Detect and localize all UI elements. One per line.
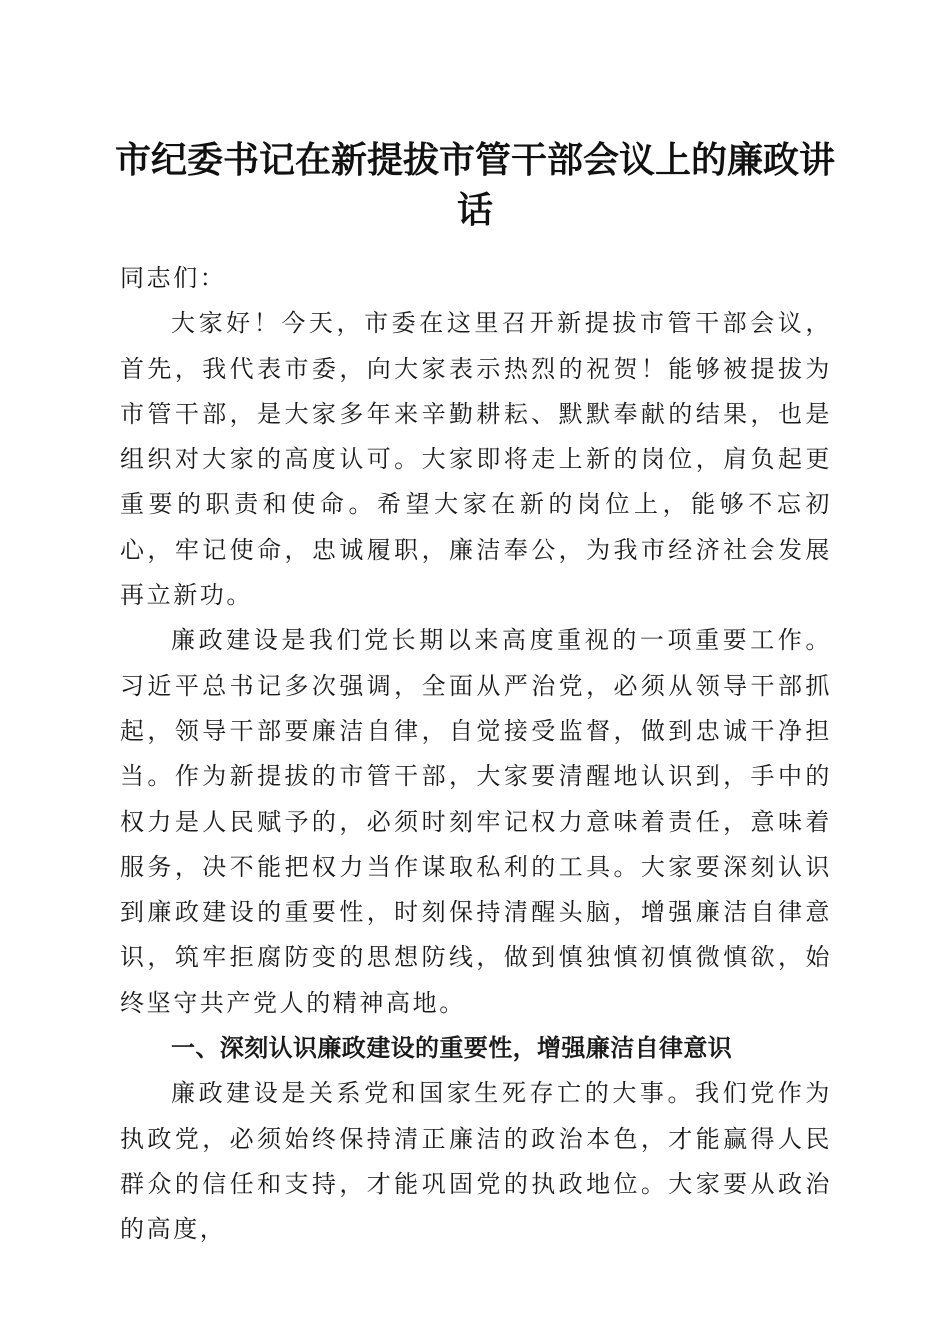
section-heading: 一、深刻认识廉政建设的重要性，增强廉洁自律意识: [171, 1034, 733, 1063]
salutation: 同志们：: [120, 264, 227, 292]
section-paragraph: 廉政建设是关系党和国家生死存亡的大事。我们党作为执政党，必须始终保持清正廉洁的政治本色，才能赢得人民群众的信任和支持，才能巩固党的执政地位。大家要从政治的高度，: [120, 1079, 832, 1244]
paragraph-opening: 大家好！今天，市委在这里召开新提拔市管干部会议，首先，我代表市委，向大家表示热烈的祝贺！能够被提拔为市管干部，是大家多年来辛勤耕耘、默默奉献的结果，也是组织对大家的高度认可。大家即将走上新的岗位，肩负起更重要的职责和使命。希望大家在新的岗位上，能够不忘初心，牢记使命，忠诚履职，廉洁奉公，为我市经济社会发展再立新功。: [120, 309, 832, 610]
document-title: 市纪委书记在新提拔市管干部会议上的廉政讲话: [114, 139, 835, 231]
document-body: [120, 256, 832, 1253]
paragraph-integrity: 廉政建设是我们党长期以来高度重视的一项重要工作。习近平总书记多次强调，全面从严治党，必须从领导干部抓起，领导干部要廉洁自律，自觉接受监督，做到忠诚干净担当。作为新提拔的市管干部，大家要清醒地认识到，手中的权力是人民赋予的，必须时刻牢记权力意味着责任，意味着服务，决不能把权力当作谋取私利的工具。大家要深刻认识到廉政建设的重要性，时刻保持清醒头脑，增强廉洁自律意识，筑牢拒腐防变的思想防线，做到慎独慎初慎微慎欲，始终坚守共产党人的精神高地。: [120, 626, 832, 1017]
